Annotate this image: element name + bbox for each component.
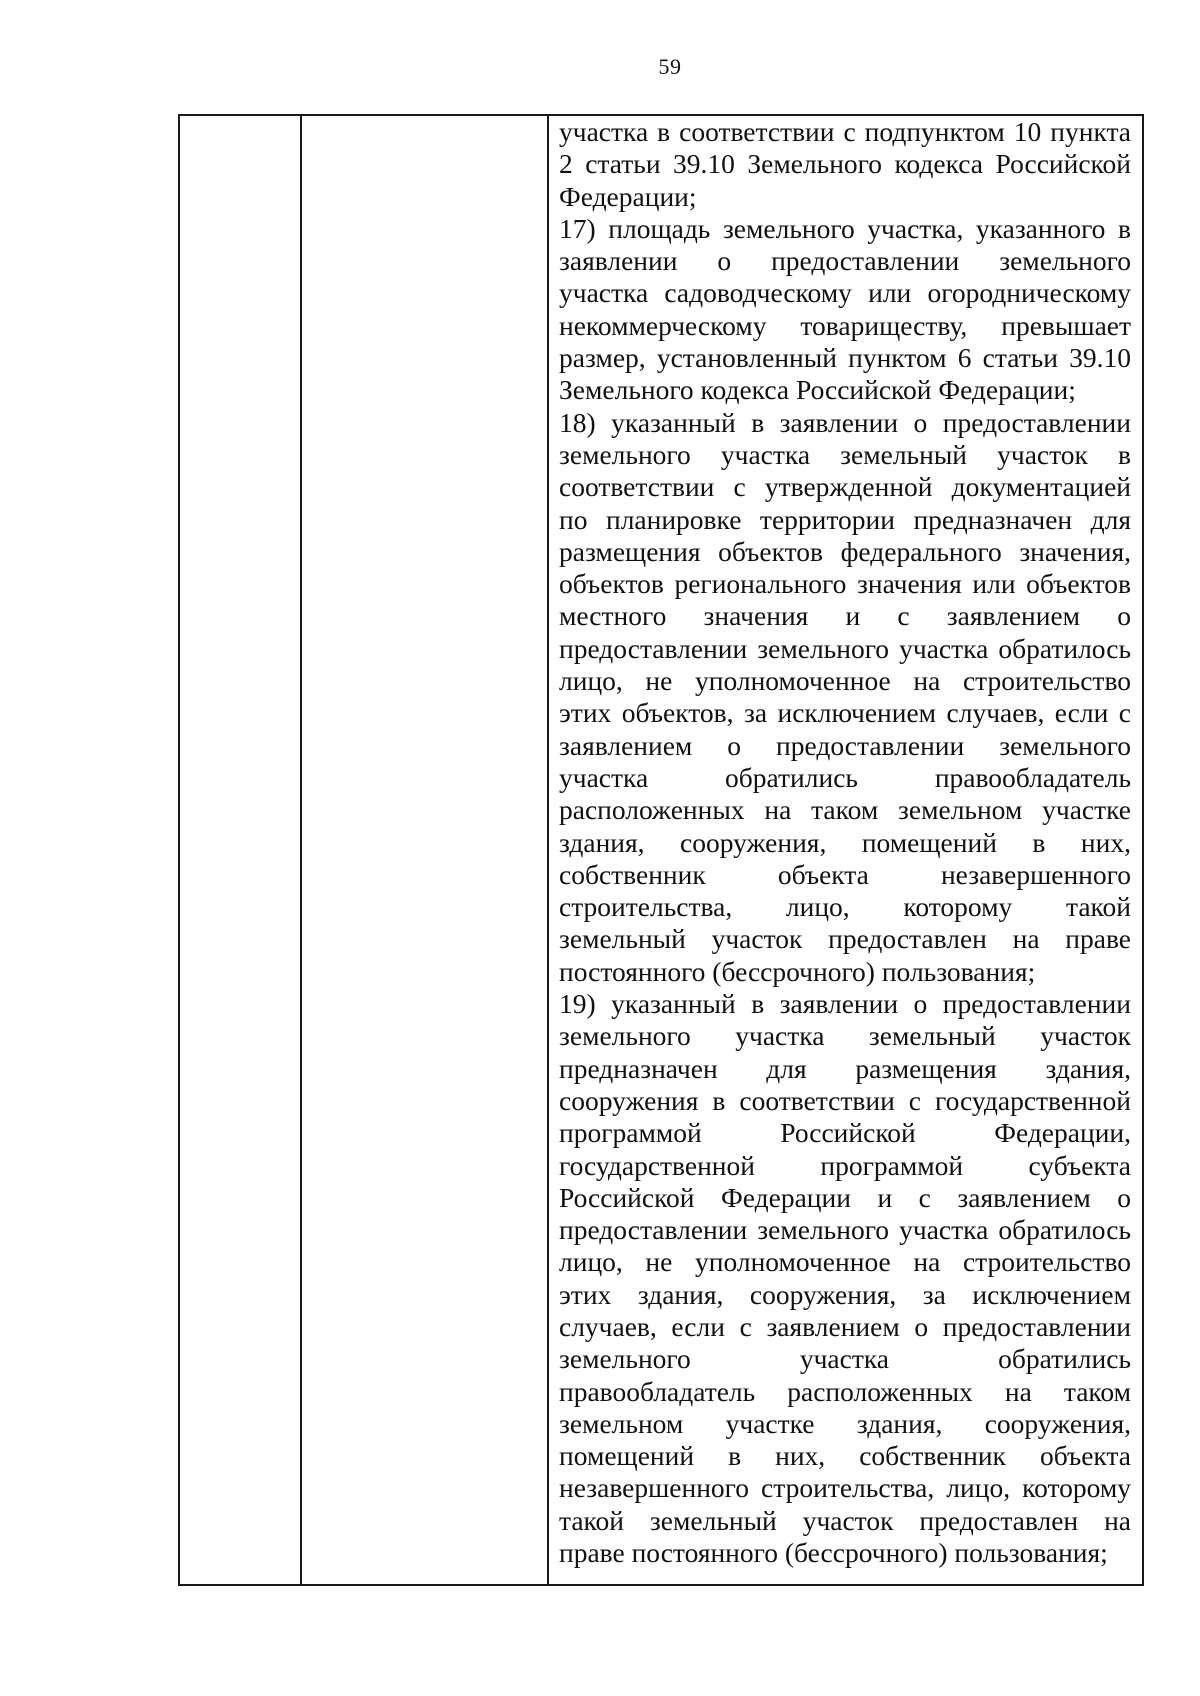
text-line: заявлении о предоставлении земельного xyxy=(559,245,1131,277)
text-line: здания, сооружения, помещений в них, xyxy=(559,826,1131,858)
text-line: Российской Федерации и с заявлением о xyxy=(559,1181,1131,1213)
text-line: этих здания, сооружения, за исключением xyxy=(559,1278,1131,1310)
text-line: расположенных на таком земельном участке xyxy=(559,794,1131,826)
text-line: программой Российской Федерации, xyxy=(559,1117,1131,1149)
text-line: такой земельный участок предоставлен на xyxy=(559,1504,1131,1536)
text-line: участка обратились правообладатель xyxy=(559,761,1131,793)
page-number: 59 xyxy=(658,54,682,79)
text-line: праве постоянного (бессрочного) пользования; xyxy=(559,1537,1108,1569)
text-line: земельного участка обратились xyxy=(559,1343,1131,1375)
text-line: земельного участка земельный участок xyxy=(559,1020,1131,1052)
text-line: предоставлении земельного участка обратилось xyxy=(559,1214,1131,1246)
text-line: незавершенного строительства, лицо, которому xyxy=(559,1472,1131,1504)
text-line: лицо, не уполномоченное на строительство xyxy=(559,1246,1131,1278)
text-line: Земельного кодекса Российской Федерации; xyxy=(559,374,1076,406)
text-line: участка в соответствии с подпунктом 10 пункта xyxy=(559,116,1131,147)
table-column-1 xyxy=(180,116,302,1584)
text-line: размещения объектов федерального значения, xyxy=(559,535,1131,567)
text-line: некоммерческому товариществу, превышает xyxy=(559,309,1131,341)
text-line: соответствии с утвержденной документацией xyxy=(559,471,1131,503)
document-table xyxy=(178,114,1144,1586)
text-line: земельном участке здания, сооружения, xyxy=(559,1407,1131,1439)
text-line: 2 статьи 39.10 Земельного кодекса Российской xyxy=(559,148,1131,180)
text-line: строительства, лицо, которому такой xyxy=(559,891,1131,923)
text-line: по планировке территории предназначен для xyxy=(559,503,1131,535)
text-line: 18) указанный в заявлении о предоставлении xyxy=(559,406,1131,438)
text-line: земельный участок предоставлен на праве xyxy=(559,923,1131,955)
text-line: случаев, если с заявлением о предоставлении xyxy=(559,1310,1131,1342)
table-column-3 xyxy=(549,116,1142,1584)
text-line: лицо, не уполномоченное на строительство xyxy=(559,665,1131,697)
text-line: предназначен для размещения здания, xyxy=(559,1052,1131,1084)
text-line: государственной программой субъекта xyxy=(559,1149,1131,1181)
text-line: постоянного (бессрочного) пользования; xyxy=(559,955,1036,987)
text-line: заявлением о предоставлении земельного xyxy=(559,729,1131,761)
text-line: местного значения и с заявлением о xyxy=(559,600,1131,632)
text-line: 17) площадь земельного участка, указанного в xyxy=(559,212,1131,244)
text-line: собственник объекта незавершенного xyxy=(559,858,1131,890)
text-line: участка садоводческому или огородническому xyxy=(559,277,1131,309)
column-3-text xyxy=(559,116,1131,1569)
text-line: предоставлении земельного участка обратилось xyxy=(559,632,1131,664)
text-line: Федерации; xyxy=(559,180,697,212)
text-line: размер, установленный пунктом 6 статьи 39.10 xyxy=(559,342,1131,374)
text-line: сооружения в соответствии с государственной xyxy=(559,1084,1131,1116)
text-line: этих объектов, за исключением случаев, если с xyxy=(559,697,1131,729)
text-line: объектов регионального значения или объектов xyxy=(559,568,1131,600)
text-line: 19) указанный в заявлении о предоставлении xyxy=(559,988,1131,1020)
text-line: земельного участка земельный участок в xyxy=(559,438,1131,470)
text-line: правообладатель расположенных на таком xyxy=(559,1375,1131,1407)
table-column-2 xyxy=(302,116,549,1584)
text-line: помещений в них, собственник объекта xyxy=(559,1440,1131,1472)
